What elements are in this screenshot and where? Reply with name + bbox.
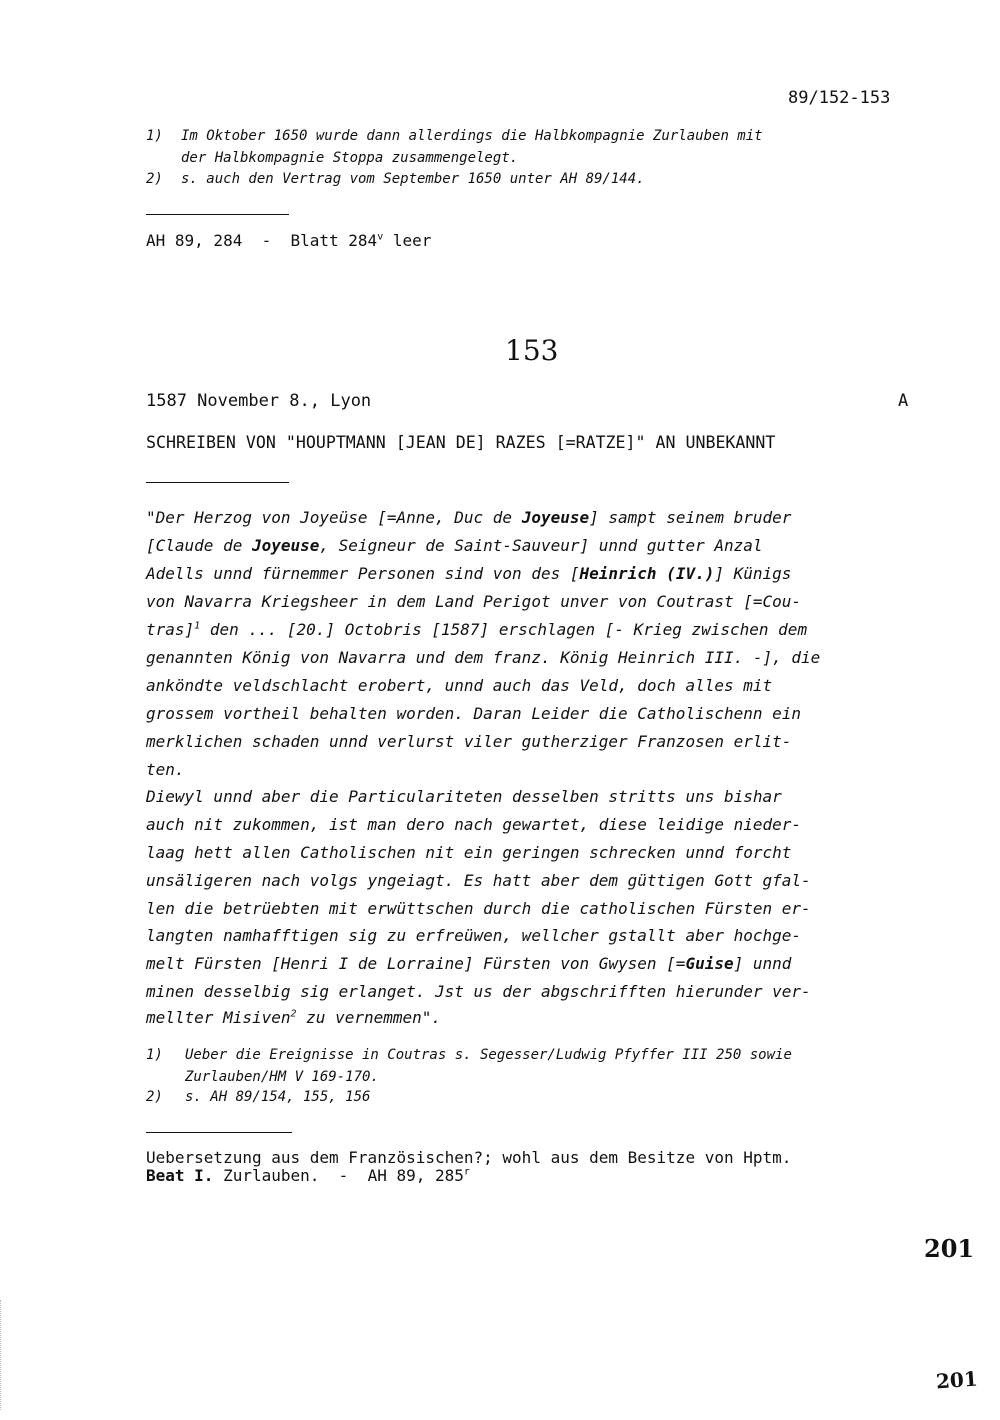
- body-line: merklichen schaden unnd verlurst viler gutherziger Franzosen erlit-: [146, 732, 792, 751]
- handwritten-page-number: 201: [924, 1234, 975, 1263]
- prev-footnote-1-num: 1): [146, 128, 163, 144]
- body-text: zu vernemmen".: [296, 1008, 442, 1027]
- footnote-2-num: 2): [146, 1089, 163, 1105]
- body-line: anköndte veldschlacht erobert, unnd auch das Veld, doch alles mit: [146, 676, 773, 695]
- footnote-marker: 1: [194, 620, 201, 632]
- body-line: [146, 954, 791, 973]
- prev-note-tail: leer: [383, 231, 432, 250]
- prev-note-text: AH 89, 284 - Blatt 284: [146, 231, 378, 250]
- separator-rule: [146, 482, 289, 483]
- body-line: von Navarra Kriegsheer in dem Land Perigot unver von Coutrast [=Cou-: [146, 592, 802, 611]
- entry-title: SCHREIBEN VON "HOUPTMANN [JEAN DE] RAZES [=RATZE]" AN UNBEKANNT: [146, 433, 776, 452]
- body-line: [146, 564, 791, 583]
- body-line: Diewyl unnd aber die Particulariteten desselben stritts uns bishar: [146, 787, 782, 806]
- body-text: den ... [20.] Octobris [1587] erschlagen [- Krieg zwischen dem: [200, 620, 808, 639]
- separator-rule: [146, 214, 289, 215]
- body-line: unsäligeren nach volgs yngeiagt. Es hatt aber dem güttigen Gott gfal-: [146, 871, 811, 890]
- body-bold: Heinrich (IV.): [579, 564, 715, 583]
- body-text: melt Fürsten [Henri I de Lorraine] Fürsten von Gwysen [=: [146, 954, 686, 973]
- prev-note-sup: v: [377, 231, 384, 243]
- body-line: langten namhafftigen sig zu erfreüwen, wellcher gstallt aber hochge-: [146, 926, 802, 945]
- source-note-text: Zurlauben. - AH 89, 285: [213, 1166, 464, 1185]
- body-text: ] unnd: [733, 954, 792, 973]
- source-note-author: Beat I.: [146, 1166, 214, 1185]
- body-text: [Claude de: [146, 536, 252, 555]
- entry-letter: A: [898, 391, 909, 411]
- body-text: , Seigneur de Saint-Sauveur] unnd gutter Anzal: [319, 536, 763, 555]
- prev-footnote-1-line-1: Im Oktober 1650 wurde dann allerdings die Halbkompagnie Zurlauben mit: [181, 128, 763, 144]
- body-line: minen desselbig sig erlanget. Jst us der abgschrifften hierunder ver-: [146, 982, 811, 1001]
- body-text: tras]: [146, 620, 195, 639]
- prev-note: [146, 231, 431, 250]
- body-line: [146, 620, 807, 639]
- body-text: mellter Misiven: [146, 1008, 291, 1027]
- body-bold: Joyeuse: [251, 536, 320, 555]
- body-line: [146, 536, 763, 555]
- separator-rule: [146, 1132, 292, 1133]
- entry-number: 153: [505, 334, 559, 367]
- body-line: auch nit zukommen, ist man dero nach gewartet, diese leidige nieder-: [146, 815, 802, 834]
- body-line: genannten König von Navarra und dem franz. König Heinrich III. -], die: [146, 648, 821, 667]
- body-text: ] sampt seinem bruder: [589, 508, 792, 527]
- source-note-line-1: Uebersetzung aus dem Französischen?; wohl aus dem Besitze von Hptm.: [146, 1148, 792, 1167]
- footnote-2-line-1: s. AH 89/154, 155, 156: [185, 1089, 371, 1105]
- body-text: Adells unnd fürnemmer Personen sind von des [: [146, 564, 580, 583]
- body-bold: Guise: [685, 954, 734, 973]
- body-line: len die betrüebten mit erwüttschen durch die catholischen Fürsten er-: [146, 899, 811, 918]
- body-text: "Der Herzog von Joyeüse [=Anne, Duc de: [146, 508, 522, 527]
- body-line: [146, 1008, 441, 1027]
- prev-footnote-2-line-1: s. auch den Vertrag vom September 1650 unter AH 89/144.: [181, 171, 645, 187]
- handwritten-corner-mark: 201: [935, 1366, 979, 1394]
- body-line: [146, 508, 791, 527]
- footnote-1-line-2: Zurlauben/HM V 169-170.: [185, 1069, 379, 1085]
- source-note-sup: r: [463, 1166, 470, 1178]
- page-reference: 89/152-153: [788, 88, 891, 108]
- scan-edge-marks: [0, 1300, 13, 1410]
- body-bold: Joyeuse: [521, 508, 590, 527]
- body-line: laag hett allen Catholischen nit ein geringen schrecken unnd forcht: [146, 843, 792, 862]
- source-note-line-2: [146, 1166, 470, 1185]
- footnote-1-line-1: Ueber die Ereignisse in Coutras s. Segesser/Ludwig Pfyffer III 250 sowie: [185, 1047, 792, 1063]
- footnote-1-num: 1): [146, 1047, 163, 1063]
- footnote-marker: 2: [290, 1008, 297, 1020]
- body-line: ten.: [146, 760, 185, 779]
- prev-footnote-2-num: 2): [146, 171, 163, 187]
- entry-date-place: 1587 November 8., Lyon: [146, 391, 372, 411]
- prev-footnote-1-line-2: der Halbkompagnie Stoppa zusammengelegt.: [181, 150, 519, 166]
- body-text: ] Künigs: [714, 564, 792, 583]
- body-line: grossem vortheil behalten worden. Daran Leider die Catholischenn ein: [146, 704, 802, 723]
